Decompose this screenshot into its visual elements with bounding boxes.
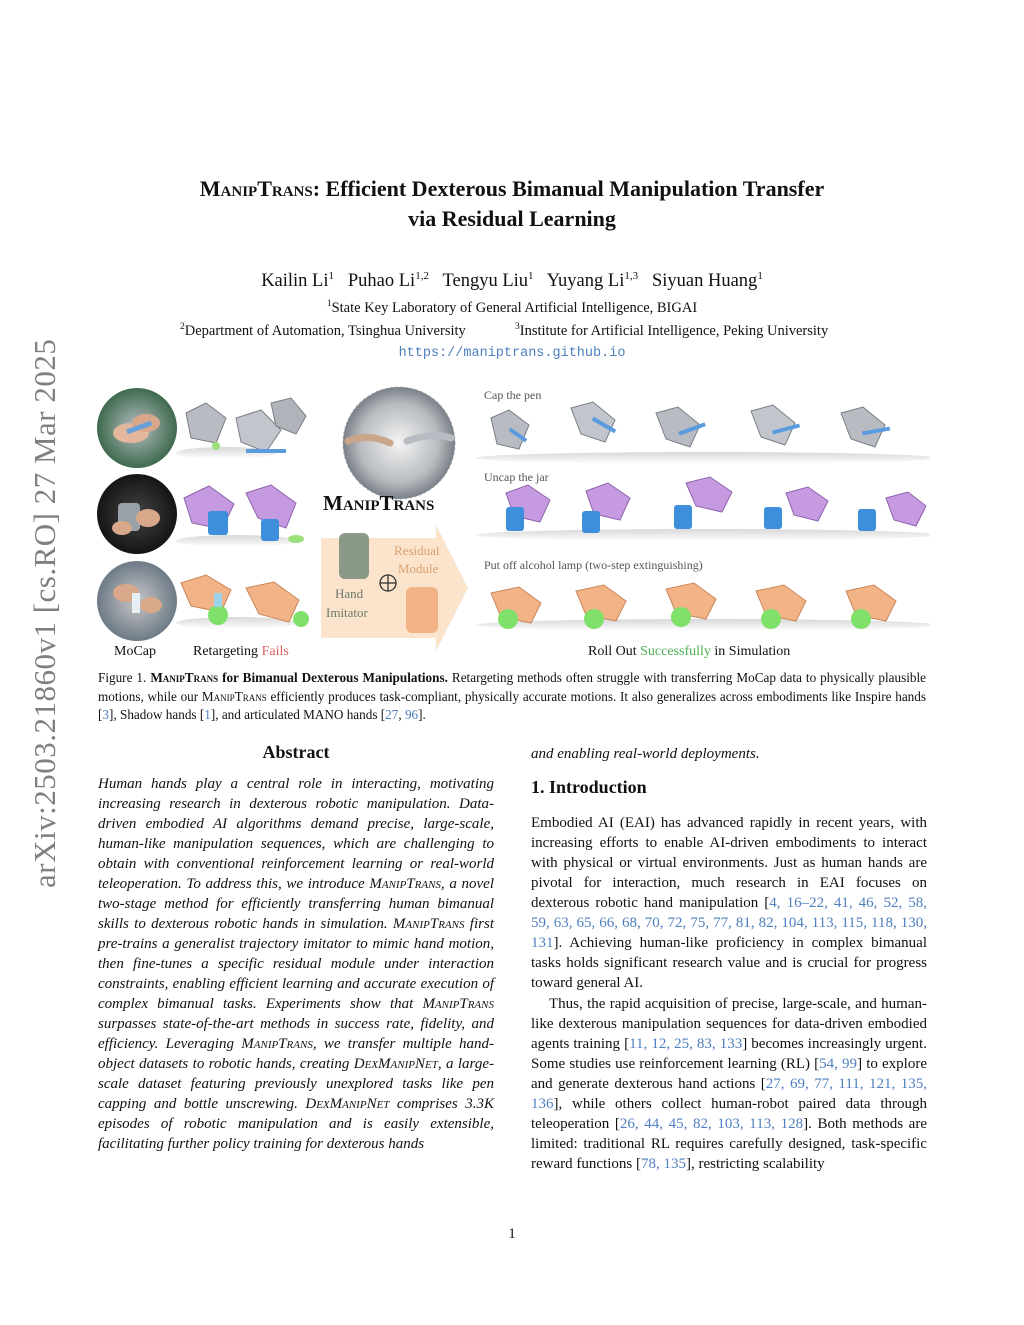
caption-method-name: ManipTrans [201, 688, 267, 704]
retarget-hands-row-2 [176, 485, 304, 547]
affiliation-number: 1 [326, 299, 332, 309]
caption-text: ]. [418, 707, 426, 722]
residual-module-block [406, 587, 438, 633]
author-affil: 1 [528, 270, 534, 282]
caption-text: Retargeting methods often struggle with transferring MoCap data to physically plausible motions, while our [98, 670, 926, 704]
intro-text: ] becomes increasingly urgent. Some studies use reinforcement learning (RL) [ [531, 1036, 927, 1072]
author-name: Kailin Li [261, 271, 329, 292]
abstract-text: , a large-scale dataset featuring previously unexplored tasks like pen capping and bottle unscrewing. [98, 1056, 494, 1112]
introduction-heading: 1. Introduction [531, 777, 647, 797]
caption-text: ], Shadow hands [ [109, 707, 205, 722]
author-name: Siyuan Huang [651, 271, 758, 292]
abstract-text: Human hands play a central role in interacting, motivating increasing research in dexterous robotic manipulation. Data-driven embodied AI algorithms demand precise, large-scale, human-like manipulation sequences, which are challenging to obtain with conventional reinforcement learning or real-world teleoperation. To address this, we introduce [98, 776, 494, 892]
abstract-body [98, 774, 494, 1154]
intro-text: ]. Achieving human-like proficiency in complex bimanual tasks holds significant research value and is crucial for progress toward general AI. [531, 935, 927, 991]
arxiv-stamp: arXiv:2503.21860v1 [cs.RO] 27 Mar 2025 [27, 338, 62, 888]
caption-text: , [398, 707, 405, 722]
citation-links[interactable]: 78, 135 [640, 1156, 686, 1172]
citation-links[interactable]: 4, 16–22, 41, 46, 52, 58, 59, 63, 65, 66, 68, 70, 72, 75, 77, 81, 82, 104, 113, 115, 118, 130, 131 [531, 895, 928, 951]
intro-paragraph-2 [531, 994, 927, 1174]
label-rollout: Roll Out Successfully in Simulation [588, 644, 791, 659]
intro-text: ]. Both methods are limited: traditional RL requires carefully designed, task-specific reward functions [ [531, 1116, 927, 1172]
affiliation-number: 2 [180, 322, 185, 332]
caption-text: efficiently produces task-compliant, physically accurate motions. It also generalizes across embodiments like Inspire hands [ [98, 688, 926, 722]
hand-imitator-block [339, 533, 369, 579]
intro-text: ] to explore and generate dexterous hand actions [ [531, 1056, 928, 1092]
author-name: Yuyang Li [546, 271, 625, 292]
citation-link[interactable]: 96 [404, 707, 419, 722]
author-affil: 1,3 [624, 270, 639, 282]
imitator-label-line2: Imitator [326, 605, 368, 620]
abstract-heading: Abstract [262, 742, 330, 762]
teaser-figure-illustration [96, 383, 930, 663]
task-label-uncap-jar: Uncap the jar [484, 470, 549, 484]
author-name: Tengyu Liu [442, 271, 529, 292]
task-label-alcohol-lamp: Put off alcohol lamp (two-step extinguishing) [484, 558, 703, 572]
residual-label-line1: Residual [394, 543, 440, 558]
affiliation-text: Institute for Artificial Intelligence, Peking University [519, 322, 829, 339]
figure-brand-label: ManipTrans [323, 491, 435, 515]
label-mocap: MoCap [114, 644, 156, 659]
rollout-row-2 [476, 477, 930, 541]
author-affil: 1,2 [415, 270, 429, 282]
paper-title [100, 174, 924, 234]
retarget-hands-row-1 [176, 398, 306, 459]
task-label-cap-pen: Cap the pen [484, 388, 542, 402]
method-name: ManipTrans [241, 1036, 313, 1052]
project-url-link[interactable]: https://maniptrans.github.io [398, 346, 626, 361]
method-name: ManipTrans [422, 996, 494, 1012]
caption-text: ], and articulated MANO hands [ [210, 707, 386, 722]
hand-label-line1: Hand [335, 586, 364, 601]
intro-text: Embodied AI (EAI) has advanced rapidly in recent years, with increasing efforts to enable AI-driven embodiments to interact with physical or virtual environments. Just as human hands are pivotal for interaction, much research in EAI focuses on dexterous robotic hand manipulation [ [531, 815, 927, 911]
affiliation-3 [515, 322, 828, 340]
affiliation-2 [180, 322, 466, 340]
citation-links[interactable]: 27, 69, 77, 111, 121, 135, 136 [531, 1076, 927, 1112]
author-affil: 1 [328, 270, 334, 282]
caption-method-name: ManipTrans [150, 670, 219, 685]
dataset-name: DexManipNet [305, 1096, 390, 1112]
author-name: Puhao Li [347, 271, 416, 292]
abstract-continuation: and enabling real-world deployments. [531, 746, 760, 762]
title-line1-rest: : Efficient Dexterous Bimanual Manipulation Transfer [312, 176, 825, 201]
dataset-name: DexManipNet [353, 1056, 438, 1072]
caption-bold-title: for Bimanual Dexterous Manipulations. [218, 670, 448, 685]
maniptrans-logo-emblem [343, 387, 455, 499]
citation-links[interactable]: 26, 44, 45, 82, 103, 113, 128 [619, 1116, 804, 1132]
intro-text: ], while others collect human-robot paired data through teleoperation [ [531, 1096, 927, 1132]
intro-text: Thus, the rapid acquisition of precise, large-scale, and human-like dexterous manipulation sequences for data-driven embodied agents training [ [531, 996, 927, 1052]
teaser-figure [96, 383, 930, 663]
abstract-text: first pre-trains a generalist trajectory imitator to mimic hand motion, then fine-tunes a specific residual module under interaction constraints, enabling efficient learning and accurate execution of complex bimanual tasks. Experiments show that [98, 916, 494, 1012]
citation-links[interactable]: 11, 12, 25, 83, 133 [629, 1036, 743, 1052]
method-name: ManipTrans [369, 876, 441, 892]
method-name: ManipTrans [392, 916, 465, 932]
abstract-text: , a novel two-stage method for efficiently transferring human bimanual skills to dexterous robotic hands in simulation. [98, 876, 494, 932]
abstract-text: comprises 3.3K episodes of robotic manipulation and is easily extensible, facilitating further policy training for dexterous hands [98, 1096, 494, 1152]
citation-links[interactable]: 54, 99 [819, 1056, 858, 1072]
affiliation-1 [100, 299, 924, 317]
author-affil: 1 [757, 270, 763, 282]
title-method-name: ManipTrans [199, 176, 313, 201]
caption-prefix: Figure 1. [98, 670, 151, 685]
affiliation-number: 3 [515, 322, 520, 332]
citation-link[interactable]: 3 [102, 707, 109, 722]
page-number: 1 [508, 1226, 516, 1242]
label-retargeting: Retargeting Fails [193, 644, 289, 659]
rollout-row-3 [476, 583, 930, 631]
affiliation-text: Department of Automation, Tsinghua University [184, 322, 466, 339]
citation-link[interactable]: 27 [385, 707, 399, 722]
title-line2: via Residual Learning [408, 206, 616, 231]
retarget-hands-row-3 [176, 575, 309, 629]
figure-caption [98, 669, 926, 725]
author-list [100, 270, 924, 292]
residual-label-line2: Module [398, 561, 439, 576]
abstract-text: surpasses state-of-the-art methods in success rate, fidelity, and efficiency. Leveraging [98, 1016, 494, 1052]
affiliation-text: State Key Laboratory of General Artificial Intelligence, BIGAI [331, 299, 698, 316]
intro-paragraph-1 [531, 813, 927, 993]
citation-link[interactable]: 1 [204, 707, 211, 722]
abstract-text: , we transfer multiple hand-object datasets to robotic hands, creating [98, 1036, 495, 1072]
rollout-row-1 [476, 402, 930, 464]
intro-text: ], restricting scalability [685, 1156, 825, 1172]
